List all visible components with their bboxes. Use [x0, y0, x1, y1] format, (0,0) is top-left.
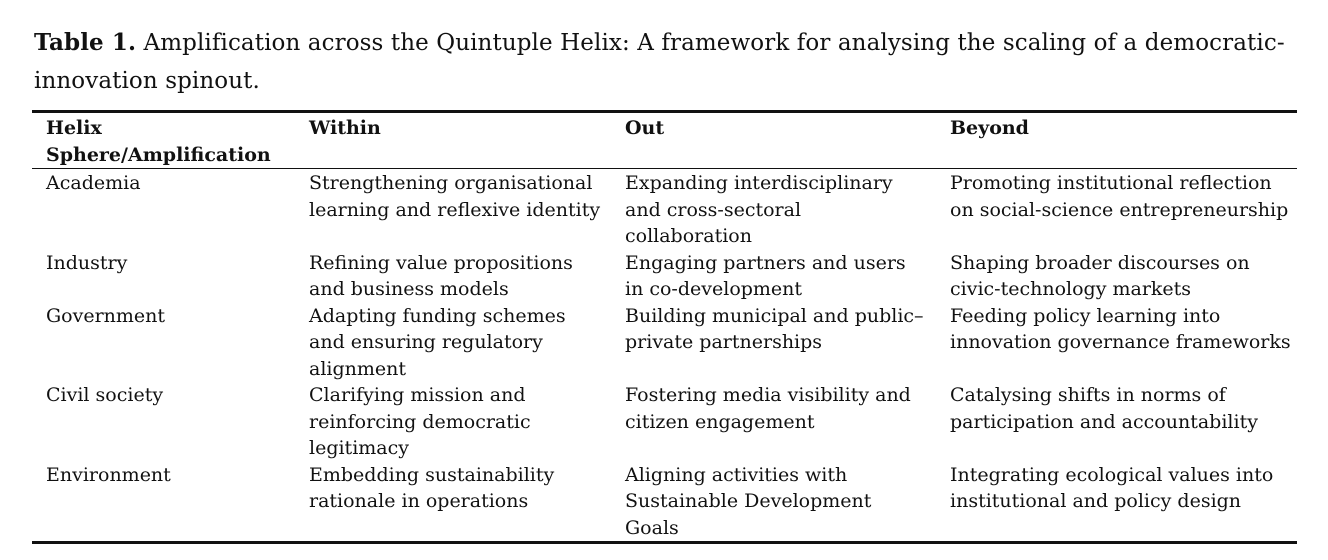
- cell-beyond: Feeding policy learning into innovation governance frameworks: [950, 304, 1291, 353]
- table-caption: [34, 24, 1298, 100]
- cell-beyond: Shaping broader discourses on civic-technology markets: [950, 251, 1250, 300]
- cell-beyond: Integrating ecological values into institutional and policy design: [950, 463, 1274, 512]
- table-row: [32, 169, 1297, 250]
- cell-out: Fostering media visibility and citizen engagement: [625, 384, 911, 433]
- table-row: [32, 382, 1297, 462]
- cell-within: Refining value propositions and business models: [309, 251, 573, 300]
- header-helix-sphere: Helix Sphere/Amplification: [46, 117, 271, 166]
- cell-out: Aligning activities with Sustainable Development Goals: [625, 463, 872, 539]
- row-sphere: Government: [46, 304, 166, 327]
- amplification-table: [32, 110, 1297, 544]
- header-beyond: Beyond: [950, 117, 1029, 139]
- cell-within: Strengthening organisational learning and reflexive identity: [309, 172, 601, 221]
- caption-text: Amplification across the Quintuple Helix: A framework for analysing the scaling of a democratic-innovation spinout.: [34, 30, 1285, 94]
- cell-within: Adapting funding schemes and ensuring regulatory alignment: [309, 304, 566, 380]
- row-sphere: Industry: [46, 251, 128, 274]
- cell-within: Embedding sustainability rationale in operations: [309, 463, 555, 512]
- cell-within: Clarifying mission and reinforcing democratic legitimacy: [309, 384, 531, 459]
- cell-out: Building municipal and public–private partnerships: [625, 304, 924, 353]
- row-sphere: Environment: [46, 463, 171, 486]
- row-sphere: Civil society: [46, 384, 164, 406]
- table-row: [32, 462, 1297, 543]
- cell-out: Engaging partners and users in co-development: [625, 251, 906, 300]
- cell-beyond: Catalysing shifts in norms of participation and accountability: [950, 384, 1258, 433]
- table-row: [32, 250, 1297, 303]
- row-sphere: Academia: [46, 172, 141, 194]
- header-within: Within: [309, 117, 381, 139]
- cell-beyond: Promoting institutional reflection on social-science entrepreneurship: [950, 172, 1289, 221]
- table-row: [32, 303, 1297, 383]
- cell-out: Expanding interdisciplinary and cross-sectoral collaboration: [625, 172, 893, 247]
- table-header-row: [32, 112, 1297, 169]
- header-out: Out: [625, 117, 665, 139]
- caption-label: Table 1.: [34, 29, 137, 56]
